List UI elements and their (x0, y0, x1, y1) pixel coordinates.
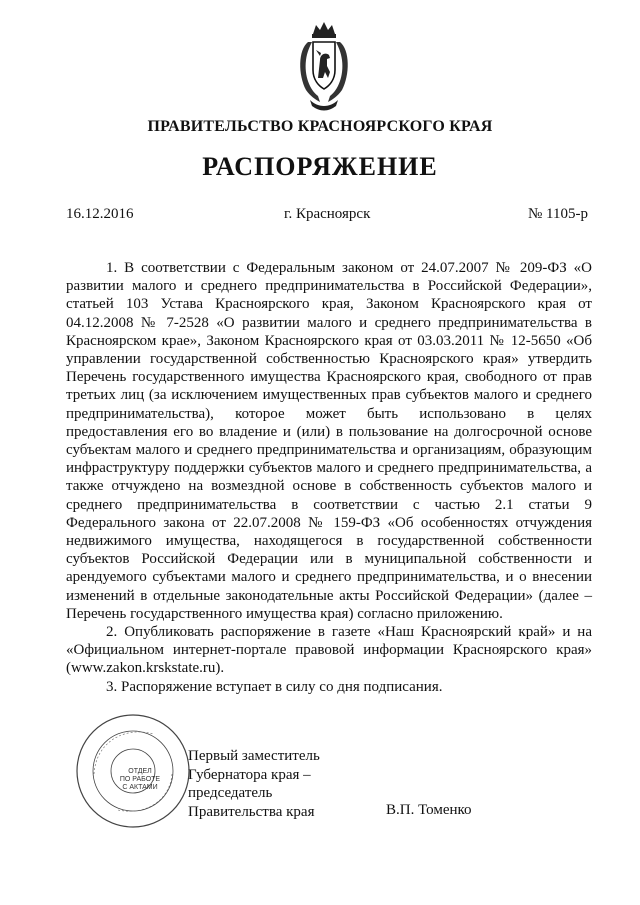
signature-line: Правительства края (188, 803, 315, 820)
paragraph-3: 3. Распоряжение вступает в силу со дня подписания. (106, 678, 443, 695)
signature-line: председатель (188, 785, 273, 801)
paragraph-2: 2. Опубликовать распоряжение в газете «Наш Красноярский край» и на «Официальном интернет-портале правовой информации Красноярского края» (www.zakon.krskstate.ru). (66, 624, 592, 677)
signature-line: Губернатора края – (188, 766, 311, 783)
document-date: 16.12.2016 (66, 206, 134, 222)
stamp-line: ПО РАБОТЕ (119, 776, 161, 783)
stamp-line: ОТДЕЛ (128, 768, 152, 775)
document-city: г. Красноярск (284, 206, 371, 222)
paragraph-1: 1. В соответствии с Федеральным законом от 24.07.2007 № 209-ФЗ «О развитии малого и среднего предпринимательства в Российской Федерации», статьей 103 Устава Красноярского края, Законом Красноярского края от 04.12.2008 № 7-2528 «О развитии малого и среднего предпринимательства в Красноярском крае», Законом Красноярского края от 03.03.2011 № 12-5650 «Об управлении государственной собственностью Красноярского края» утвердить Перечень государственного имущества Красноярского края, свободного от прав третьих лиц (за исключением имущественных прав субъектов малого и среднего предпринимательства), которое может быть использовано в целях предоставления его во владение и (или) в пользование на долгосрочной основе субъектам малого и среднего предпринимательства и организациям, образующим инфраструктуру поддержки субъектов малого и среднего предпринимательства, а также отчуждено на возмездной основе в собственность субъектов малого и среднего предпринимательства в соответствии с частью 2.1 статьи 9 Федерального закона от 22.07.2008 № 159-ФЗ «Об особенностях отчуждения недвижимого имущества, находящегося в государственной собственности субъектов Российской Федерации или в муниципальной собственности и арендуемого субъектами малого и среднего предпринимательства, и о внесении изменений в отдельные законодательные акты Российской Федерации» (далее – Перечень государственного имущества края) согласно приложению. (66, 260, 592, 622)
stamp-inner-text (110, 768, 170, 792)
document-body (66, 259, 592, 696)
document-type-title: РАСПОРЯЖЕНИЕ (202, 152, 438, 181)
signature-block (188, 747, 320, 821)
document-number: № 1105-р (528, 206, 588, 222)
signature-line: Первый заместитель (188, 748, 320, 764)
coat-of-arms-icon (296, 20, 352, 112)
organization-title: ПРАВИТЕЛЬСТВО КРАСНОЯРСКОГО КРАЯ (147, 118, 493, 135)
stamp-line: С АКТАМИ (122, 784, 158, 791)
signer-name: В.П. Томенко (386, 802, 472, 818)
